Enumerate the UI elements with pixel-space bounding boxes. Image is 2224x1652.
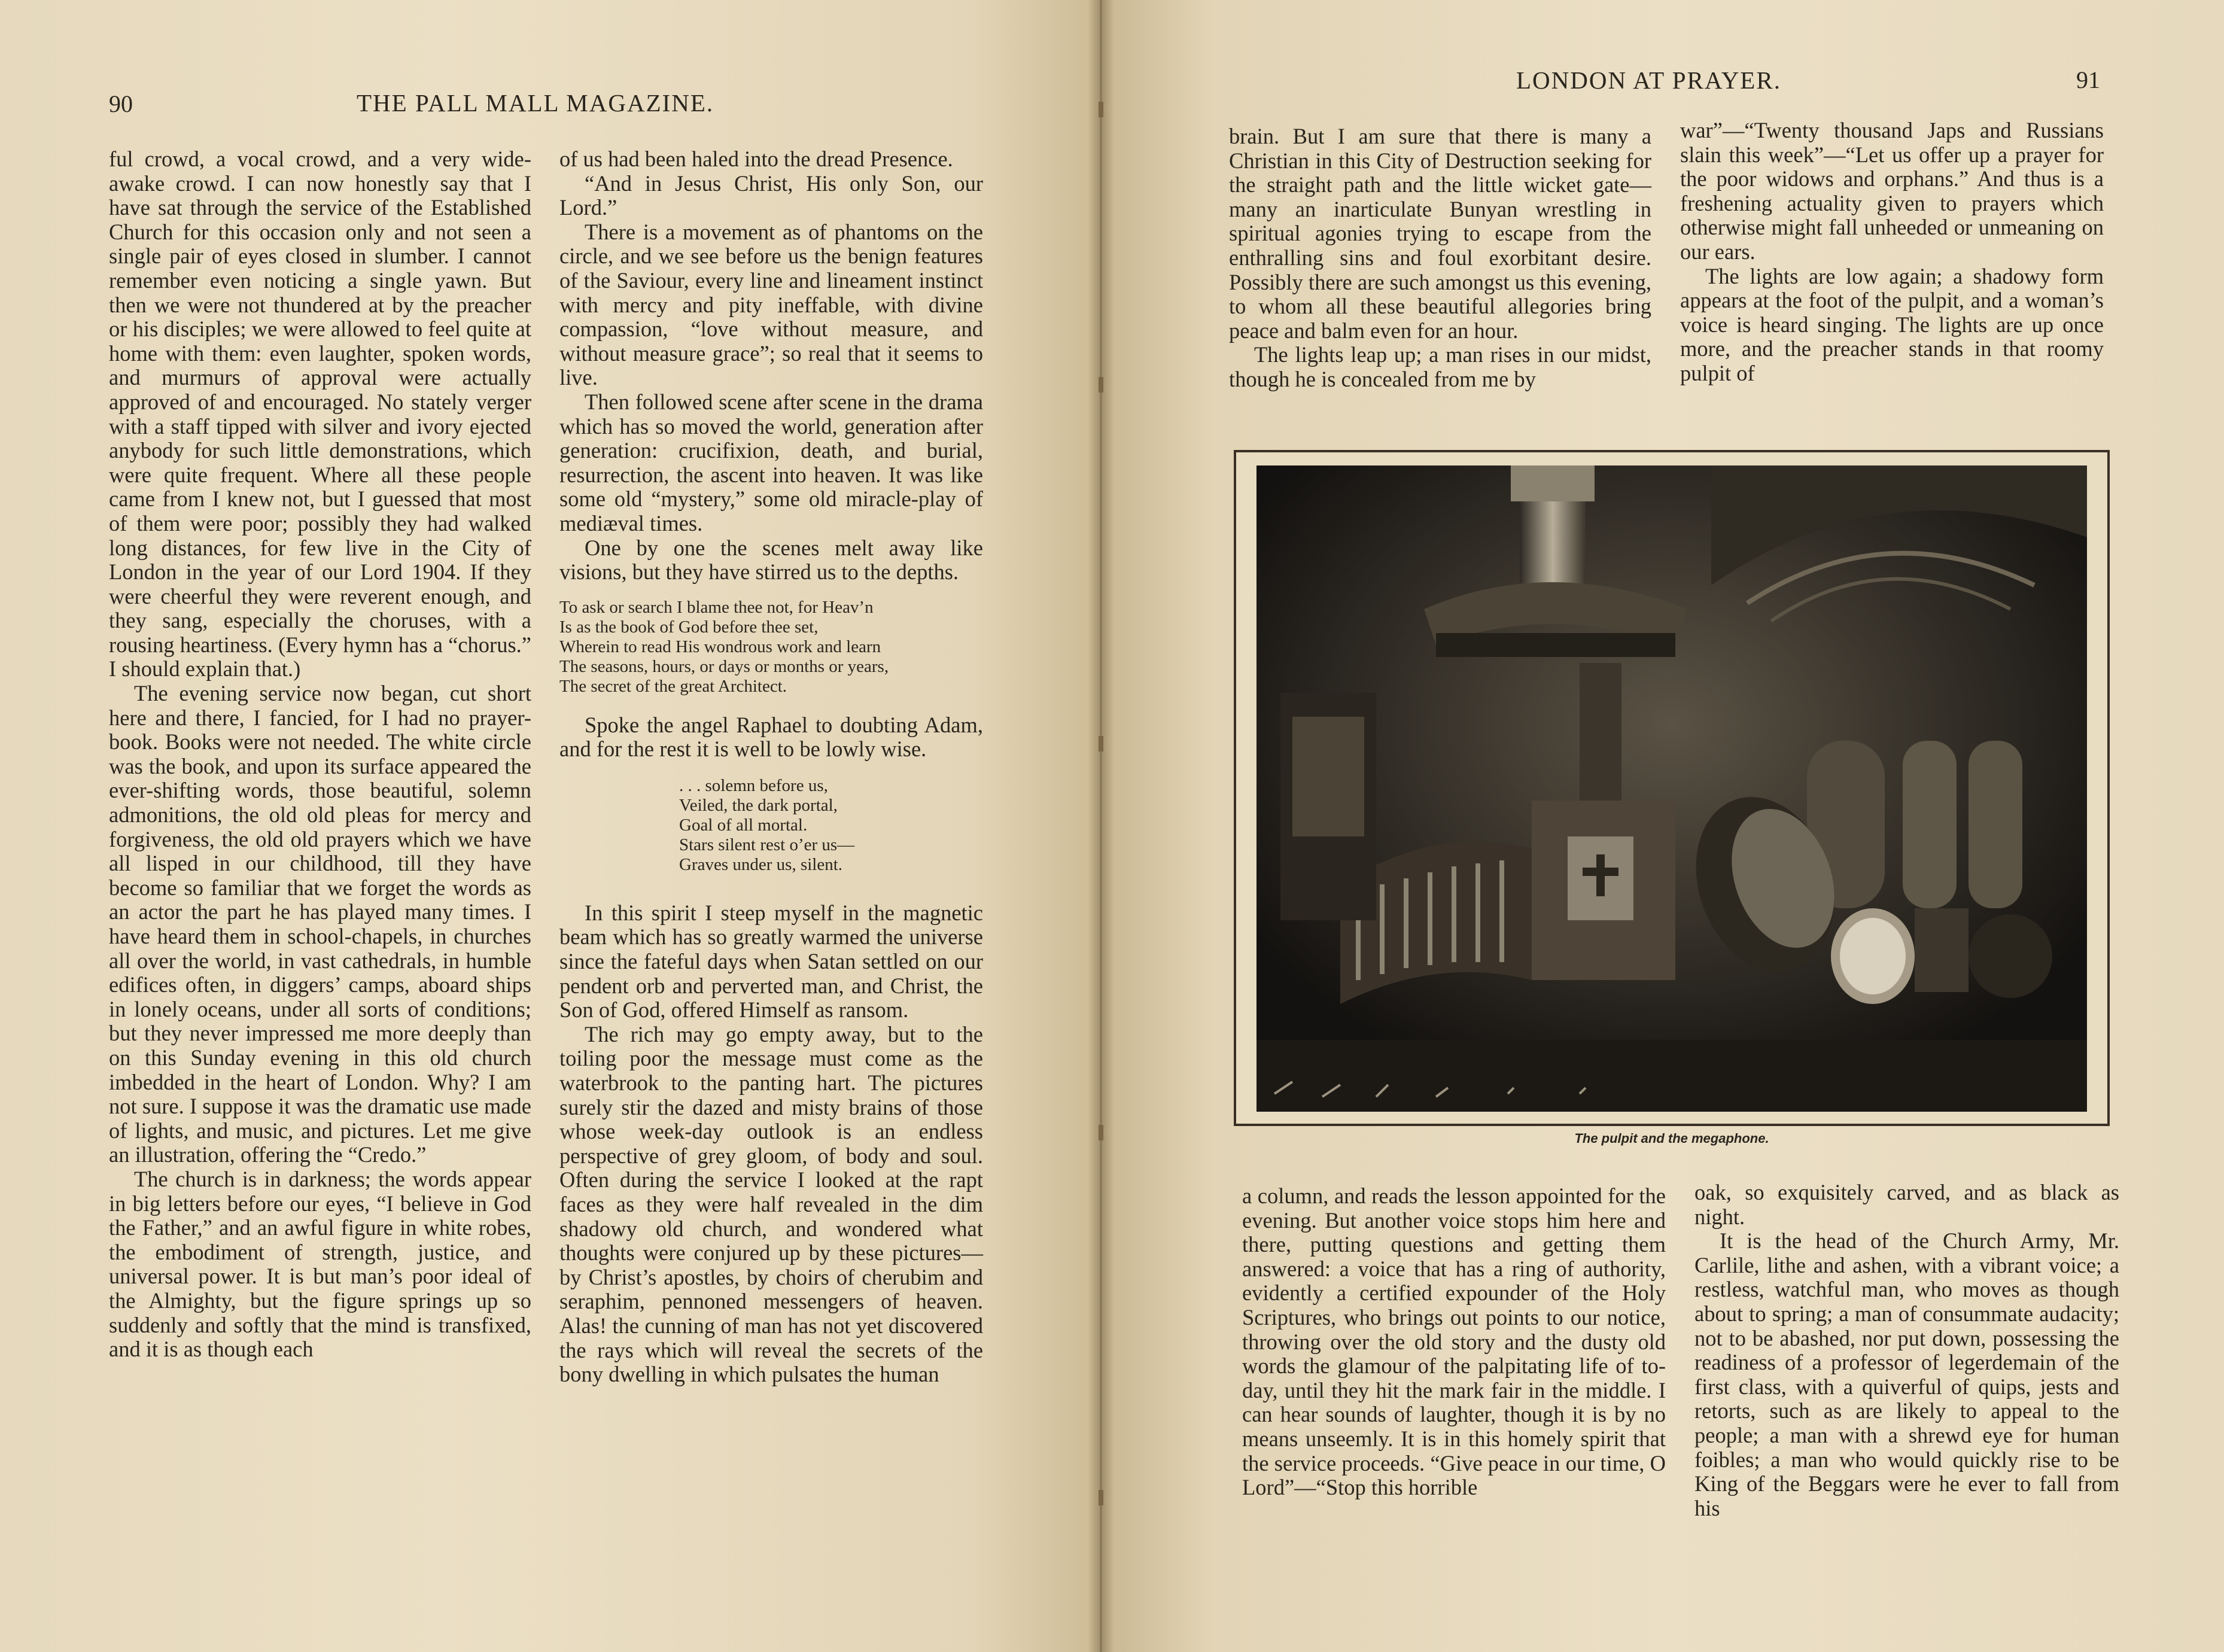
milton-quotation: [559, 598, 983, 696]
poem-line: Graves under us, silent.: [679, 854, 843, 874]
paragraph: It is the head of the Church Army, Mr. Carlile, lithe and ashen, with a vibrant voice; a restless, watchful man, who moves as though about to spring; a man of consummate audacity; not to be abashed, nor put down, possessing the readiness of a professor of legerdemain of the first class, with a quiverful of quips, jests and retorts, such as are likely to appeal to the people; a man with a shrewd eye for human foibles; a man who would quickly rise to be King of the Beggars were he ever to fall from his: [1694, 1228, 2119, 1520]
right-column-2-bottom: [1694, 1181, 2119, 1520]
left-column-2-part-c: [559, 901, 983, 1387]
running-head-left: THE PALL MALL MAGAZINE.: [357, 89, 714, 117]
page-number-left: 90: [109, 90, 133, 117]
right-column-1-bottom: [1242, 1184, 1666, 1500]
poem-line: Veiled, the dark portal,: [679, 795, 838, 815]
paragraph: One by one the scenes melt away like visions, but they have stirred us to the depths.: [559, 535, 983, 585]
paragraph: a column, and reads the lesson appointed for the evening. But another voice stops him here and there, putting questions and getting them answered: a voice that has a ring of authority, evidently a certified expounder of the Holy Scriptures, who brings out points to our notice, throwing over the old story and the dusty old words the glamour of the palpitating life of to-day, until they hit the mark fair in the middle. I can hear sounds of laughter, though it is by no means unseemly. It is in this homely spirit that the service proceeds. “Give peace in our time, O Lord”—“Stop this horrible: [1242, 1184, 1666, 1500]
paragraph: The church is in darkness; the words appear in big letters before our eyes, “I believe in God the Father,” and an awful figure in white robes, the embodiment of strength, justice, and universal power. It is but man’s poor ideal of the Almighty, but the figure springs up so suddenly and softly that the mind is transfixed, and it is as though each: [109, 1166, 531, 1362]
poem-line: . . . solemn before us,: [679, 775, 828, 795]
quote-line: The seasons, hours, or days or months or years,: [559, 656, 889, 676]
binding-stitch: [1099, 736, 1103, 752]
paragraph: “And in Jesus Christ, His only Son, our Lord.”: [559, 171, 983, 220]
paragraph: The rich may go empty away, but to the toiling poor the message must come as the waterbrook to the panting hart. The pictures surely stir the dazed and misty brains of those whose week-day outlook is an endless perspective of grey gloom, of body and soul. Often during the service I looked at the rapt faces as they were half revealed in the dim shadowy old church, and wondered what thoughts were conjured up by these pictures—by Christ’s apostles, by choirs of cherubim and seraphim, pennoned messengers of heaven. Alas! the cunning of man has not yet discovered the rays which will reveal the secrets of the bony dwelling in which pulsates the human: [559, 1021, 983, 1387]
figure-caption: The pulpit and the megaphone.: [1574, 1131, 1769, 1146]
paragraph: The lights are low again; a shadowy form appears at the foot of the pulpit, and a woman’s voice is heard singing. The lights are up once more, and the preacher stands in that roomy pulpit of: [1680, 263, 2104, 385]
paragraph: Spoke the angel Raphael to doubting Adam, and for the rest it is well to be lowly wise.: [559, 712, 983, 762]
poem-line: Stars silent rest o’er us—: [679, 835, 855, 854]
left-column-2-part-b: [559, 713, 983, 762]
pulpit-photograph: [1256, 466, 2087, 1112]
quote-line: To ask or search I blame thee not, for Heav’n: [559, 597, 874, 617]
left-column-2-part-a: [559, 147, 983, 585]
binding-stitch: [1099, 1490, 1103, 1505]
paragraph: of us had been haled into the dread Presence.: [559, 147, 953, 171]
running-head-right: LONDON AT PRAYER.: [1516, 66, 1781, 94]
right-column-1-top: [1229, 124, 1651, 392]
left-column-1: [109, 147, 531, 1362]
poem-quotation: [679, 776, 983, 875]
book-gutter: [1088, 0, 1114, 1652]
paragraph: In this spirit I steep myself in the magnetic beam which has so greatly warmed the universe since the fateful days when Satan settled on our pendent orb and perverted man, and Christ, the Son of God, offered Himself as ransom.: [559, 900, 983, 1023]
paragraph: oak, so exquisitely carved, and as black as night.: [1694, 1180, 2119, 1229]
quote-line: Is as the book of God before thee set,: [559, 617, 819, 637]
pulpit-illustration: [1256, 466, 2087, 1112]
paragraph: ful crowd, a vocal crowd, and a very wide-awake crowd. I can now honestly say that I have sat through the service of the Established Church for this occasion only and not seen a single pair of eyes closed in slumber. I cannot remember even noticing a single yawn. But then we were not thundered at by the preacher or his disciples; we were allowed to feel quite at home with them: even laughter, spoken words, and murmurs of approval were actually approved of and encouraged. No stately verger with a staff tipped with silver and ivory ejected anybody for such little demonstrations, which were quite frequent. Where all these people came from I knew not, but I guessed that most of them were poor; possibly they had walked long distances, for few live in the City of London in the year of our Lord 1904. If they were cheerful they were reverent enough, and they sang, especially the choruses, with a rousing heartiness. (Every hymn has a “chorus.” I should explain that.): [109, 147, 531, 682]
paragraph: The evening service now began, cut short here and there, I fancied, for I had no prayer-book. Books were not needed. The white circle was the book, and upon its surface appeared the ever-shifting words, those beautiful, solemn admonitions, the old old pleas for mercy and forgiveness, the old old prayers which we have all lisped in our childhood, till they have become so familiar that we forget the words as an actor the part he has played many times. I have heard them in school-chapels, in churches all over the world, in vast cathedrals, in humble edifices often, in diggers’ camps, aboard ships in lonely oceans, under all sorts of conditions; but they never impressed me more deeply than on this Sunday evening in this old church imbedded in the heart of London. Why? I am not sure. I suppose it was the dramatic use made of lights, and music, and pictures. Let me give an illustration, offering the “Credo.”: [109, 681, 531, 1167]
binding-stitch: [1099, 1125, 1103, 1140]
binding-stitch: [1099, 377, 1103, 393]
quote-line: Wherein to read His wondrous work and learn: [559, 637, 881, 656]
paragraph: Then followed scene after scene in the drama which has so moved the world, generation after generation: crucifixion, death, and burial, resurrection, the ascent into heaven. It was like some old “mystery,” some old miracle-play of mediæval times.: [559, 389, 983, 536]
left-column-2: [559, 147, 983, 1387]
paragraph: The lights leap up; a man rises in our midst, though he is concealed from me by: [1229, 342, 1651, 391]
poem-line: Goal of all mortal.: [679, 815, 808, 835]
binding-stitch: [1099, 102, 1103, 117]
right-column-2-top: [1680, 118, 2104, 386]
paragraph: brain. But I am sure that there is many a Christian in this City of Destruction seeking for the straight path and the little wicket gate—many an inarticulate Bunyan wrestling in spiritual agonies trying to escape from the enthralling sins and foul exorbitant desire. Possibly there are such amongst us this evening, to whom all these beautiful allegories bring peace and balm even for an hour.: [1229, 124, 1651, 343]
page-number-right: 91: [2076, 66, 2100, 93]
paragraph: There is a movement as of phantoms on the circle, and we see before us the benign features of the Saviour, every line and lineament instinct with mercy and pity ineffable, with divine compassion, “love without measure, and without measure grace”; so real that it seems to live.: [559, 219, 983, 390]
paragraph: war”—“Twenty thousand Japs and Russians slain this week”—“Let us offer up a prayer for the poor widows and orphans.” And thus is a freshening actuality given to prayers which otherwise might fall unheeded or unmeaning on our ears.: [1680, 118, 2104, 264]
quote-line: The secret of the great Architect.: [559, 676, 787, 696]
